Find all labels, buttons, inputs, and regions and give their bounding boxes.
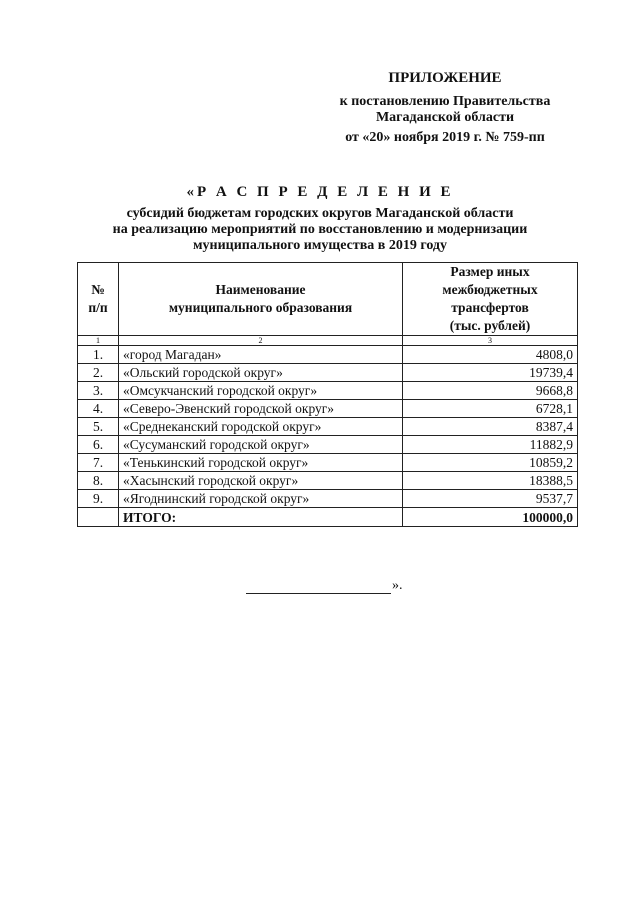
header-name: [119, 263, 403, 336]
table-row: [78, 436, 578, 454]
closing-quote: ».: [392, 578, 403, 593]
header-value-line-1: Размер иных: [450, 264, 530, 279]
row-value: 6728,1: [403, 400, 578, 418]
row-value: 11882,9: [403, 436, 578, 454]
row-name: «город Магадан»: [119, 346, 403, 364]
row-value: 4808,0: [403, 346, 578, 364]
row-value: 10859,2: [403, 454, 578, 472]
row-number: 5.: [78, 418, 119, 436]
heading-line-2: на реализацию мероприятий по восстановлению и модернизации: [112, 222, 528, 237]
header-value: [403, 263, 578, 336]
row-value: 9537,7: [403, 490, 578, 508]
heading-line-1: субсидий бюджетам городских округов Магаданской области: [126, 206, 514, 221]
row-value: 19739,4: [403, 364, 578, 382]
appendix-line-1: к постановлению Правительства: [339, 94, 551, 109]
row-number: 9.: [78, 490, 119, 508]
table-row: [78, 490, 578, 508]
header-name-line-2: муниципального образования: [168, 300, 353, 315]
row-number: 4.: [78, 400, 119, 418]
table-row: [78, 400, 578, 418]
row-name: «Ольский городской округ»: [119, 364, 403, 382]
row-value: 8387,4: [403, 418, 578, 436]
row-number: 8.: [78, 472, 119, 490]
table-row: [78, 364, 578, 382]
row-name: «Омсукчанский городской округ»: [119, 382, 403, 400]
total-label: ИТОГО:: [119, 508, 403, 527]
table-row: [78, 472, 578, 490]
table-row: [78, 346, 578, 364]
appendix-line-3: от «20» ноября 2019 г. № 759-пп: [345, 130, 545, 145]
row-name: «Хасынский городской округ»: [119, 472, 403, 490]
signature-line: [246, 593, 391, 594]
total-value: 100000,0: [403, 508, 578, 527]
table-row: [78, 382, 578, 400]
row-number: 6.: [78, 436, 119, 454]
row-value: 18388,5: [403, 472, 578, 490]
header-value-line-3: трансфертов: [451, 300, 529, 315]
total-number-cell: [78, 508, 119, 527]
header-number-line-1: №: [91, 282, 105, 297]
header-number: [78, 263, 119, 336]
row-number: 1.: [78, 346, 119, 364]
closing-block: [246, 578, 416, 596]
table-row: [78, 418, 578, 436]
column-number-3: 3: [403, 336, 578, 346]
distribution-title: «Р А С П Р Е Д Е Л Е Н И Е: [186, 184, 454, 200]
column-number-2: 2: [119, 336, 403, 346]
subsidy-table: [77, 262, 578, 527]
row-number: 7.: [78, 454, 119, 472]
row-number: 2.: [78, 364, 119, 382]
column-number-1: 1: [78, 336, 119, 346]
header-name-line-1: Наименование: [215, 282, 306, 297]
row-value: 9668,8: [403, 382, 578, 400]
appendix-title: ПРИЛОЖЕНИЕ: [388, 70, 502, 86]
header-value-line-4: (тыс. рублей): [449, 318, 531, 333]
table-header-row: [78, 263, 578, 336]
total-row: [78, 508, 578, 527]
row-number: 3.: [78, 382, 119, 400]
row-name: «Тенькинский городской округ»: [119, 454, 403, 472]
header-value-line-2: межбюджетных: [442, 282, 538, 297]
header-number-line-2: п/п: [88, 300, 108, 315]
table-row: [78, 454, 578, 472]
heading-line-3: муниципального имущества в 2019 году: [192, 238, 448, 253]
column-number-row: [78, 336, 578, 346]
row-name: «Северо-Эвенский городской округ»: [119, 400, 403, 418]
row-name: «Ягоднинский городской округ»: [119, 490, 403, 508]
row-name: «Среднеканский городской округ»: [119, 418, 403, 436]
row-name: «Сусуманский городской округ»: [119, 436, 403, 454]
appendix-line-2: Магаданской области: [375, 110, 515, 125]
